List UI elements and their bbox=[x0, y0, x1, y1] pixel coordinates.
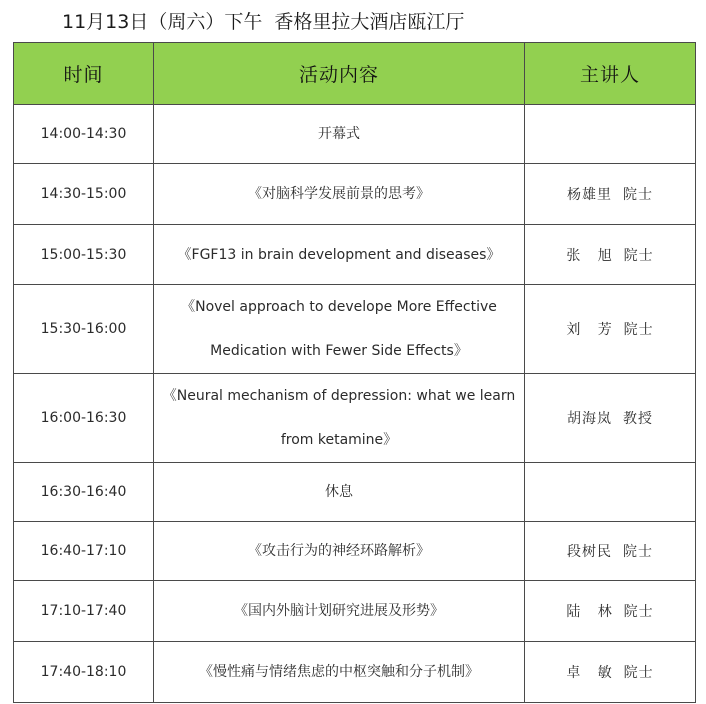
activity-cell bbox=[154, 642, 525, 703]
activity-text: 《FGF13 in brain development and diseases》 bbox=[177, 246, 501, 263]
activity-cell bbox=[154, 105, 525, 164]
time-cell: 15:30-16:00 bbox=[14, 285, 154, 374]
activity-cell bbox=[154, 164, 525, 225]
table-row bbox=[14, 522, 696, 581]
speaker-cell: 卓 敏 院士 bbox=[525, 642, 696, 703]
table-row bbox=[14, 164, 696, 225]
table-row bbox=[14, 285, 696, 374]
table-row bbox=[14, 581, 696, 642]
activity-cell bbox=[154, 581, 525, 642]
activity-text: 《对脑科学发展前景的思考》 bbox=[248, 186, 430, 202]
time-cell: 17:10-17:40 bbox=[14, 581, 154, 642]
column-header-activity: 活动内容 bbox=[154, 43, 525, 105]
speaker-cell: 张 旭 院士 bbox=[525, 225, 696, 285]
schedule-table bbox=[13, 42, 696, 703]
speaker-cell: 胡海岚 教授 bbox=[525, 374, 696, 463]
speaker-cell: 陆 林 院士 bbox=[525, 581, 696, 642]
table-row bbox=[14, 374, 696, 463]
activity-text-line-1: 《Neural mechanism of depression: what we learn bbox=[162, 388, 516, 404]
activity-cell bbox=[154, 285, 525, 374]
time-cell: 16:40-17:10 bbox=[14, 522, 154, 581]
activity-text: 开幕式 bbox=[318, 126, 360, 142]
activity-cell bbox=[154, 225, 525, 285]
activity-text: 《慢性痛与情绪焦虑的中枢突触和分子机制》 bbox=[199, 664, 479, 680]
activity-text: 休息 bbox=[325, 484, 353, 500]
activity-text-line-1: 《Novel approach to develope More Effective bbox=[181, 299, 497, 315]
activity-cell bbox=[154, 374, 525, 463]
activity-text-line-2: Medication with Fewer Side Effects》 bbox=[210, 343, 468, 359]
time-cell: 17:40-18:10 bbox=[14, 642, 154, 703]
activity-text: 《国内外脑计划研究进展及形势》 bbox=[234, 603, 444, 619]
activity-text: 《攻击行为的神经环路解析》 bbox=[248, 543, 430, 559]
speaker-cell: 刘 芳 院士 bbox=[525, 285, 696, 374]
header-row bbox=[14, 43, 696, 105]
time-cell: 14:00-14:30 bbox=[14, 105, 154, 164]
column-header-time: 时间 bbox=[14, 43, 154, 105]
activity-text-line-2: from ketamine》 bbox=[280, 432, 398, 448]
activity-cell bbox=[154, 463, 525, 522]
activity-cell bbox=[154, 522, 525, 581]
time-cell: 14:30-15:00 bbox=[14, 164, 154, 225]
speaker-cell: 段树民 院士 bbox=[525, 522, 696, 581]
table-row bbox=[14, 642, 696, 703]
schedule-title: 11月13日（周六）下午 香格里拉大酒店瓯江厅 bbox=[62, 11, 465, 33]
time-cell: 16:30-16:40 bbox=[14, 463, 154, 522]
table-row bbox=[14, 463, 696, 522]
speaker-cell bbox=[525, 463, 696, 522]
speaker-cell: 杨雄里 院士 bbox=[525, 164, 696, 225]
time-cell: 16:00-16:30 bbox=[14, 374, 154, 463]
table-row bbox=[14, 225, 696, 285]
time-cell: 15:00-15:30 bbox=[14, 225, 154, 285]
speaker-cell bbox=[525, 105, 696, 164]
table-row bbox=[14, 105, 696, 164]
column-header-speaker: 主讲人 bbox=[525, 43, 696, 105]
